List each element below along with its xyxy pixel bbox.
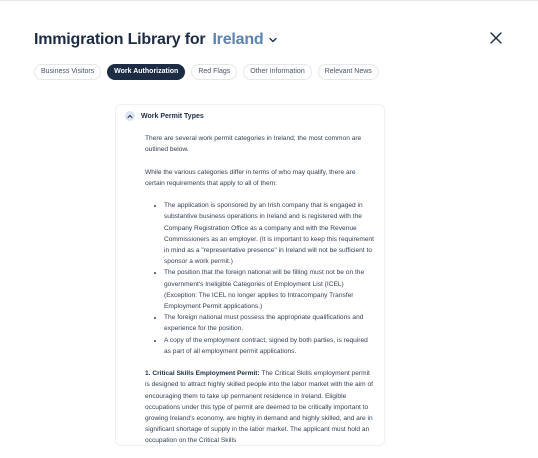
section-header[interactable] — [125, 111, 204, 121]
critical-skills-paragraph — [145, 368, 375, 446]
tab-bar — [34, 64, 379, 80]
page-title: Immigration Library for — [34, 31, 206, 48]
country-selector[interactable] — [212, 31, 276, 49]
tab-business-visitors[interactable]: Business Visitors — [34, 64, 101, 80]
tab-red-flags[interactable]: Red Flags — [191, 64, 237, 80]
section-title: Work Permit Types — [141, 112, 204, 120]
requirements-list — [145, 200, 375, 357]
permit-heading: 1. Critical Skills Employment Permit: — [145, 370, 260, 378]
list-item: • A copy of the employment contract, signed by both parties, is required as part of all employment permit applications. — [164, 335, 375, 357]
work-permit-types-panel — [115, 104, 385, 446]
close-icon[interactable] — [488, 30, 504, 46]
chevron-up-icon[interactable] — [125, 111, 135, 121]
chevron-down-icon — [269, 37, 277, 43]
section-content — [145, 133, 375, 458]
tab-relevant-news[interactable]: Relevant News — [318, 64, 379, 80]
top-divider — [0, 0, 538, 1]
tab-other-information[interactable]: Other Information — [243, 64, 311, 80]
list-item: • The foreign national must possess the appropriate qualifications and experience for the position. — [164, 312, 375, 334]
requirements-intro: While the various categories differ in terms of who may qualify, there are certain requirements that apply to all of them: — [145, 168, 356, 187]
list-item: • The position that the foreign national will be filling must not be on the government's Ineligible Categories of Employment List (ICEL) (Exception: The ICEL no longer applies to Intracompany Transfer Employment Permit applications.) — [164, 267, 375, 312]
modal-header — [34, 28, 277, 52]
intro-paragraph: There are several work permit categories in Ireland; the most common are outlined below. — [145, 135, 362, 154]
permit-description: The Critical Skills employment permit is designed to attract highly skilled people into the labor market with the aim of encouraging them to take up permanent residence in Ireland. Eligible occupations under this type of permit are deemed to be critically important to growing Ireland's economy, are highly in demand and highly skilled, and are in significant shortage of supply in the labor market. The applicant must hold an occupation on the Critical Skills — [145, 370, 373, 445]
tab-work-authorization[interactable]: Work Authorization — [107, 64, 185, 80]
list-item: • The application is sponsored by an Irish company that is engaged in substantive business operations in Ireland and is registered with the Company Registration Office as a company and with the Revenue Commissioners as an employer. (It is important to keep this requirement in mind as a "representative presence" in Ireland will not be sufficient to sponsor a work permit.) — [164, 200, 375, 267]
country-name: Ireland — [212, 31, 264, 48]
